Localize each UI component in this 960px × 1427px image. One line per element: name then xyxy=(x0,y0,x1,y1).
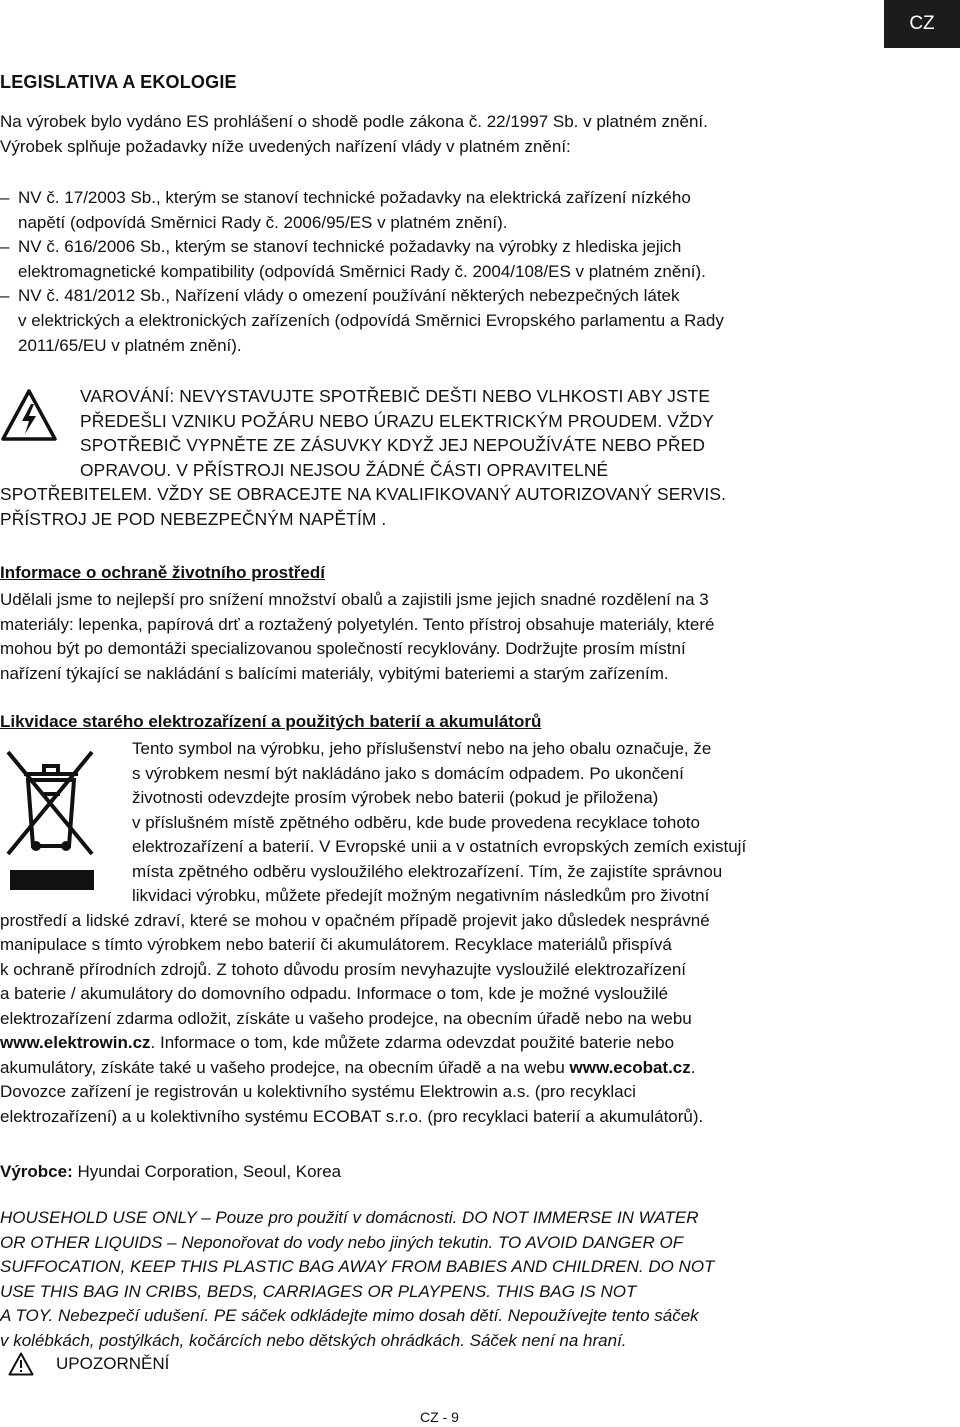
list-dash: – xyxy=(0,237,10,257)
warning-line-first xyxy=(0,384,900,409)
intro-line: Na výrobek bylo vydáno ES prohlášení o shodě podle zákona č. 22/1997 Sb. v platném znění. xyxy=(0,112,708,131)
intro-line: Výrobek splňuje požadavky níže uvedených nařízení vlády v platném znění: xyxy=(0,136,571,156)
disposal-line: elektrozařízení) a u kolektivního systému ECOBAT s.r.o. (pro recyklaci baterií a akumulátorů). xyxy=(0,1106,704,1126)
environment-body xyxy=(0,588,900,686)
regulation-line: NV č. 616/2006 Sb., kterým se stanoví technické požadavky na výrobky z hlediska jejich xyxy=(18,237,682,257)
household-line: SUFFOCATION, KEEP THIS PLASTIC BAG AWAY FROM BABIES AND CHILDREN. DO NOT xyxy=(0,1257,715,1276)
disposal-indented xyxy=(0,737,905,909)
regulation-line: NV č. 481/2012 Sb., Nařízení vlády o omezení používání některých nebezpečných látek xyxy=(18,286,680,306)
disposal-text: akumulátory, získáte také u vašeho prodejce, na obecním úřadě a na webu xyxy=(0,1057,570,1077)
caution-heading xyxy=(8,1352,169,1376)
disposal-line: a baterie / akumulátory do domovního odpadu. Informace o tom, kde je možné vysloužilé xyxy=(0,984,669,1003)
language-badge: CZ xyxy=(884,0,960,48)
environment-line: nařízení týkající se nakládání s balícími materiály, vybitými bateriemi a starým zařízením. xyxy=(0,663,669,683)
disposal-line: k ochraně přírodních zdrojů. Z tohoto důvodu prosím nevyhazujte vysloužilé elektrozařízení xyxy=(0,959,687,979)
disposal-line: likvidaci výrobku, můžete předejít možným negativním následkům pro životní xyxy=(132,886,710,905)
ecobat-link[interactable]: www.ecobat.cz xyxy=(569,1057,691,1077)
high-voltage-warning-icon xyxy=(0,388,58,442)
disposal-line: elektrozařízení a baterií. V Evropské unii a v ostatních evropských zemích existují xyxy=(132,837,747,856)
manufacturer-label: Výrobce: xyxy=(0,1162,73,1181)
warning-block xyxy=(0,384,900,531)
environment-line: mohou být po demontáži specializovanou společností recyklovány. Dodržujte prosím místní xyxy=(0,639,686,658)
disposal-text: . Informace o tom, kde můžete zdarma odevzdat použité baterie nebo xyxy=(150,1033,675,1052)
section-title: LEGISLATIVA A EKOLOGIE xyxy=(0,72,237,92)
disposal-line: místa zpětného odběru vysloužilého elektrozařízení. Tím, že zajistíte správnou xyxy=(132,861,723,881)
regulation-line: elektromagnetické kompatibility (odpovídá Směrnici Rady č. 2004/108/ES v platném znění). xyxy=(18,261,706,281)
warning-label: VAROVÁNÍ: xyxy=(80,386,175,406)
environment-line: Udělali jsme to nejlepší pro snížení množství obalů a zajistili jsme jejich snadné rozdělení na 3 xyxy=(0,590,709,609)
disposal-body xyxy=(0,737,905,1129)
disposal-line: prostředí a lidské zdraví, které se mohou v opačném případě projevit jako důsledek nesprávné xyxy=(0,910,710,930)
disposal-title: Likvidace starého elektrozařízení a použitých baterií a akumulátorů xyxy=(0,712,542,731)
regulation-line: 2011/65/EU v platném znění). xyxy=(18,335,242,355)
intro-paragraph xyxy=(0,110,708,159)
disposal-line: v příslušném místě zpětného odběru, kde bude provedena recyklace tohoto xyxy=(132,812,700,832)
exclamation-warning-icon xyxy=(8,1352,34,1376)
environment-line: materiály: lepenka, papírová drť a roztažený polyetylén. Tento přístroj obsahuje materiály, které xyxy=(0,614,715,634)
regulation-line: v elektrických a elektronických zařízeních (odpovídá Směrnici Evropského parlamentu a Rady xyxy=(18,310,724,330)
regulation-list xyxy=(0,186,900,358)
disposal-line xyxy=(0,1056,905,1081)
disposal-line: Tento symbol na výrobku, jeho příslušenství nebo na jeho obalu označuje, že xyxy=(132,739,712,758)
household-line: HOUSEHOLD USE ONLY – Pouze pro použití v domácnosti. DO NOT IMMERSE IN WATER xyxy=(0,1208,699,1227)
warning-line: SPOTŘEBITELEM. VŽDY SE OBRACEJTE NA KVALIFIKOVANÝ AUTORIZOVANÝ SERVIS. xyxy=(0,484,726,504)
disposal-line: životnosti odevzdejte prosím výrobek nebo baterii (pokud je přiložena) xyxy=(132,788,659,807)
household-line: A TOY. Nebezpečí udušení. PE sáček odkládejte mimo dosah dětí. Nepoužívejte tento sáček xyxy=(0,1306,699,1325)
environment-title: Informace o ochraně životního prostředí xyxy=(0,563,325,582)
warning-line: SPOTŘEBIČ VYPNĚTE ZE ZÁSUVKY KDYŽ JEJ NEPOUŽÍVÁTE NEBO PŘED xyxy=(80,435,706,455)
household-line: v kolébkách, postýlkách, kočárcích nebo dětských ohrádkách. Sáček není na hraní. xyxy=(0,1330,627,1350)
list-dash: – xyxy=(0,188,10,207)
regulation-item xyxy=(0,235,900,284)
caution-label: UPOZORNĚNÍ xyxy=(56,1354,170,1373)
list-dash: – xyxy=(0,286,10,306)
household-line: OR OTHER LIQUIDS – Neponořovat do vody nebo jiných tekutin. TO AVOID DANGER OF xyxy=(0,1232,684,1252)
regulation-line: napětí (odpovídá Směrnici Rady č. 2006/95/ES v platném znění). xyxy=(18,212,508,232)
household-line: USE THIS BAG IN CRIBS, BEDS, CARRIAGES OR PLAYPENS. THIS BAG IS NOT xyxy=(0,1281,637,1301)
regulation-line: NV č. 17/2003 Sb., kterým se stanoví technické požadavky na elektrická zařízení nízkého xyxy=(18,188,691,207)
household-notice xyxy=(0,1206,900,1353)
disposal-line: s výrobkem nesmí být nakládáno jako s domácím odpadem. Po ukončení xyxy=(132,763,684,783)
manufacturer-line xyxy=(0,1162,341,1182)
page-number: CZ - 9 xyxy=(420,1409,459,1425)
disposal-line: elektrozařízení zdarma odložit, získáte u vašeho prodejce, na obecním úřadě nebo na webu xyxy=(0,1008,692,1028)
disposal-line: manipulace s tímto výrobkem nebo baterií či akumulátorem. Recyklace materiálů přispívá xyxy=(0,935,672,954)
warning-line: PŘEDEŠLI VZNIKU POŽÁRU NEBO ÚRAZU ELEKTRICKÝM PROUDEM. VŽDY xyxy=(80,410,714,431)
regulation-item xyxy=(0,186,900,235)
warning-line: PŘÍSTROJ JE POD NEBEZPEČNÝM NAPĚTÍM . xyxy=(0,508,387,529)
warning-line: OPRAVOU. V PŘÍSTROJI NEJSOU ŽÁDNÉ ČÁSTI OPRAVITELNÉ xyxy=(80,459,609,480)
disposal-text: . xyxy=(690,1057,696,1077)
disposal-line xyxy=(0,1031,905,1056)
disposal-line: Dovozce zařízení je registrován u kolektivního systému Elektrowin a.s. (pro recyklaci xyxy=(0,1082,636,1101)
warning-text: NEVYSTAVUJTE SPOTŘEBIČ DEŠTI NEBO VLHKOSTI ABY JSTE xyxy=(174,386,711,406)
manufacturer-value: Hyundai Corporation, Seoul, Korea xyxy=(72,1162,342,1181)
regulation-item xyxy=(0,284,900,358)
elektrowin-link[interactable]: www.elektrowin.cz xyxy=(0,1033,151,1052)
